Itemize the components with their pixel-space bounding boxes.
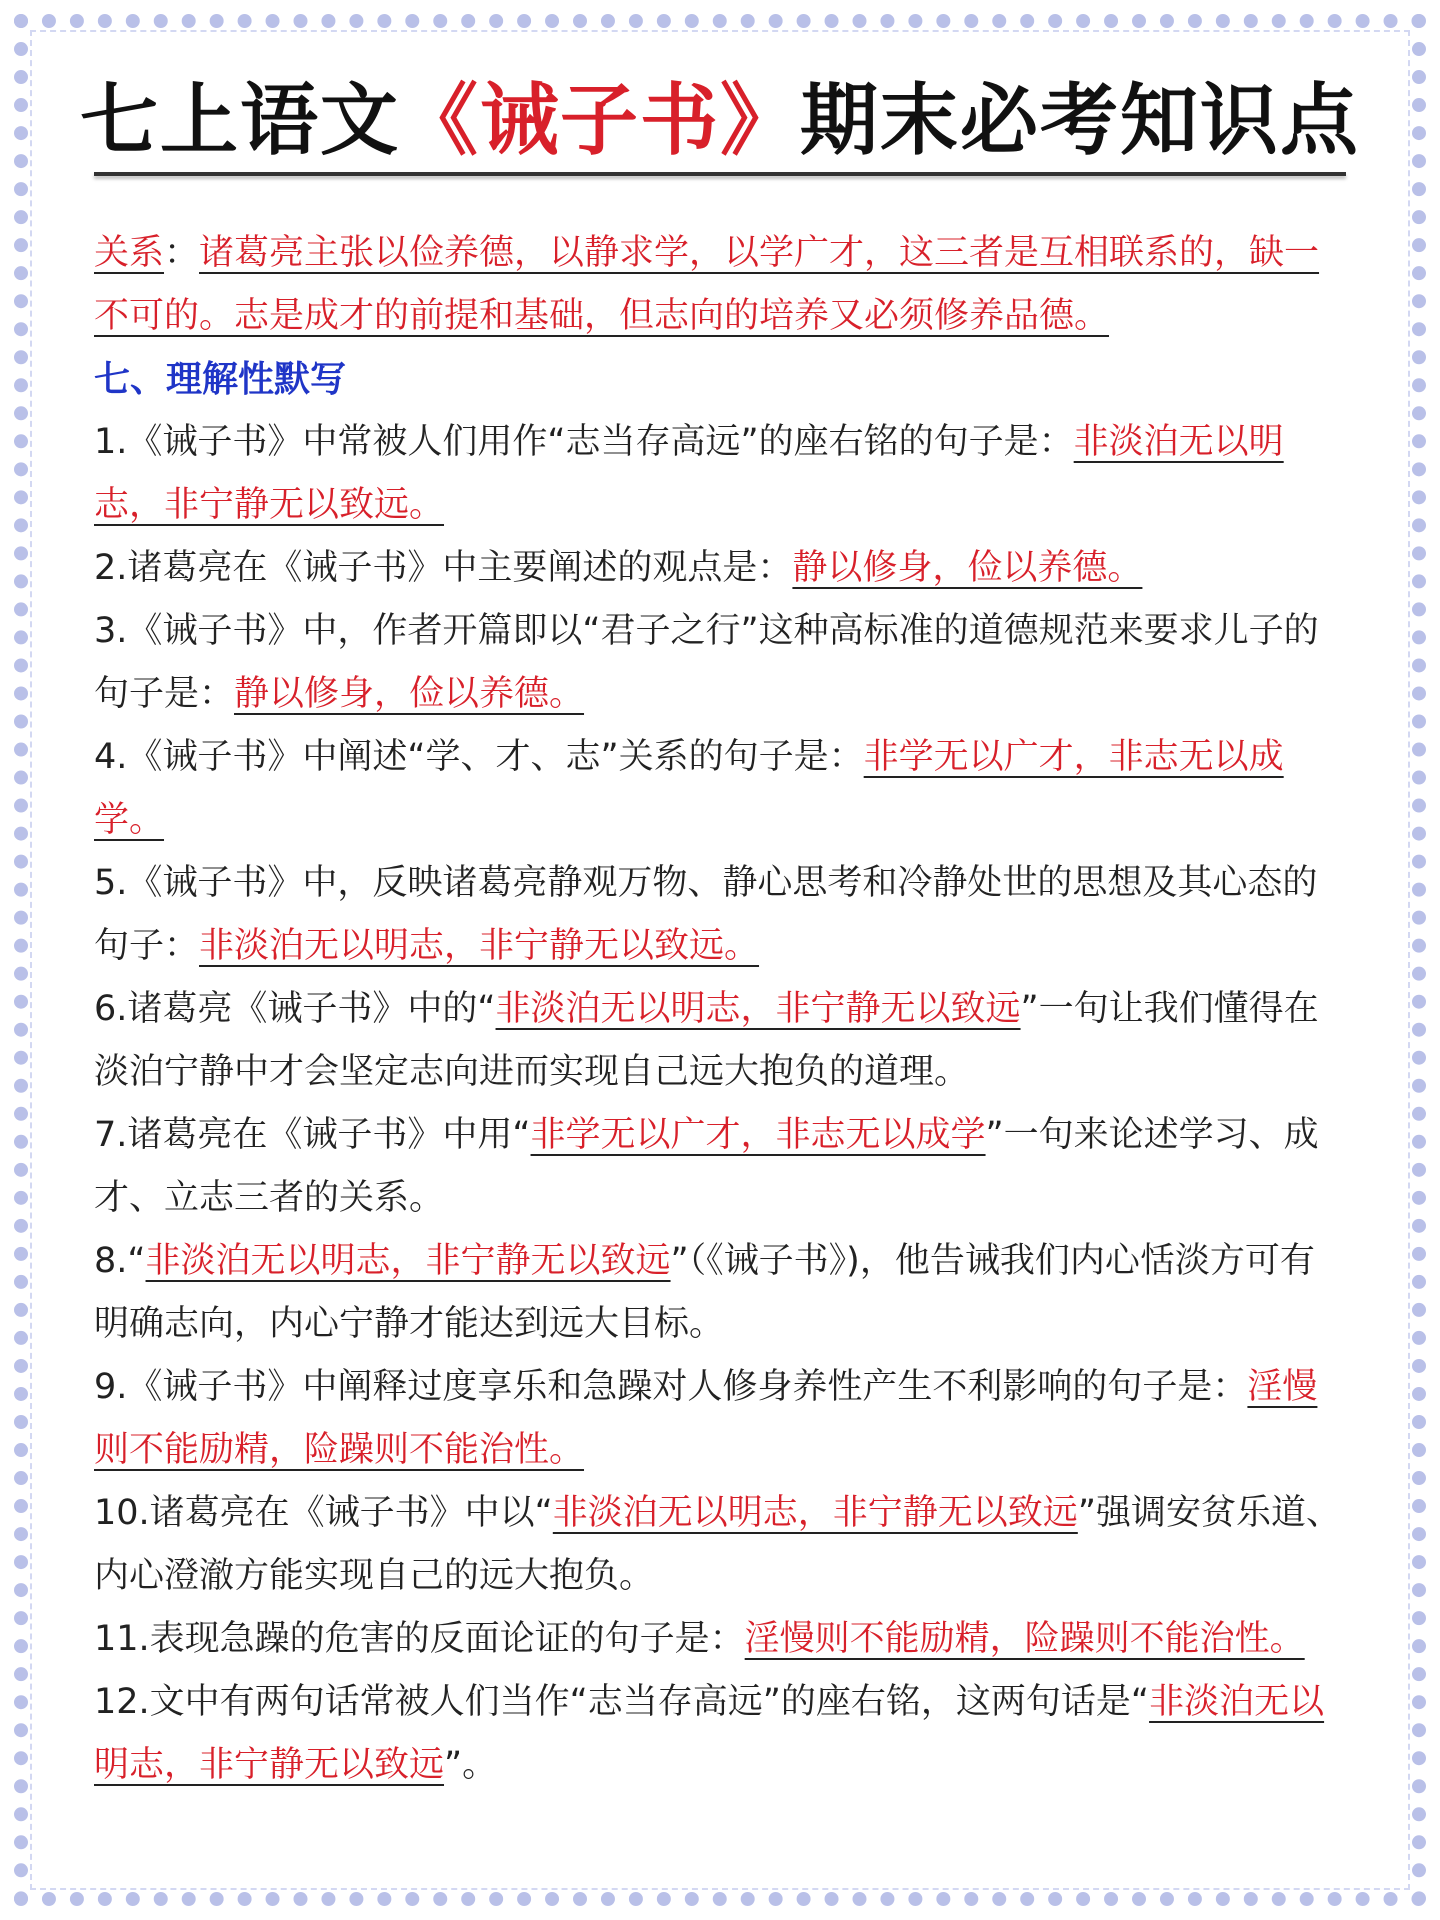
item-question: 8.“ (94, 1241, 146, 1281)
item-question: 3.《诫子书》中，作者开篇即以“君子之行”这种高标准的道德规范来要求儿子的句子是： (94, 611, 1319, 714)
item-answer: 淫慢则不能励精，险躁则不能治性。 (94, 1367, 1318, 1470)
list-item (94, 978, 1346, 1104)
item-question: 2.诸葛亮在《诫子书》中主要阐述的观点是： (94, 548, 793, 588)
section-heading: 七、理解性默写 (94, 359, 347, 400)
list-item (94, 600, 1346, 726)
item-answer: 静以修身，俭以养德。 (792, 548, 1143, 588)
item-answer: 非淡泊无以明志，非宁静无以致远 (145, 1241, 671, 1281)
item-question: 12.文中有两句话常被人们当作“志当存高远”的座右铭，这两句话是“ (94, 1682, 1150, 1722)
title-divider (94, 172, 1346, 176)
list-item (94, 1230, 1346, 1356)
title-prefix: 七上语文 (79, 75, 400, 166)
item-answer: 非淡泊无以明志，非宁静无以致远 (94, 1682, 1325, 1785)
item-answer: 非淡泊无以明志，非宁静无以致远 (552, 1493, 1078, 1533)
page-title (0, 58, 1440, 170)
item-tail: ”一句让我们懂得在淡泊宁静中才会坚定志向进而实现自己远大抱负的道理。 (94, 989, 1319, 1092)
item-answer: 静以修身，俭以养德。 (234, 674, 585, 714)
list-item (94, 1608, 1346, 1671)
item-answer: 非淡泊无以明志，非宁静无以致远。 (199, 926, 760, 966)
item-question: 7.诸葛亮在《诫子书》中用“ (94, 1115, 531, 1155)
relation-label: 关系 (94, 233, 165, 273)
item-answer: 非学无以广才，非志无以成学 (530, 1115, 986, 1155)
item-tail: ”。 (444, 1745, 498, 1785)
item-question: 9.《诫子书》中阐释过度享乐和急躁对人修身养性产生不利影响的句子是： (94, 1367, 1248, 1407)
item-question: 6.诸葛亮《诫子书》中的“ (94, 989, 496, 1029)
item-answer: 非淡泊无以明志，非宁静无以致远。 (94, 422, 1284, 525)
item-question: 10.诸葛亮在《诫子书》中以“ (94, 1493, 553, 1533)
list-item (94, 1482, 1346, 1608)
item-answer: 非淡泊无以明志，非宁静无以致远 (495, 989, 1021, 1029)
list-item (94, 1671, 1346, 1797)
list-item (94, 852, 1346, 978)
content-body (94, 222, 1346, 1797)
list-item (94, 411, 1346, 537)
item-tail: ”一句来论述学习、成才、立志三者的关系。 (94, 1115, 1319, 1218)
relation-paragraph (94, 222, 1346, 348)
item-question: 1.《诫子书》中常被人们用作“志当存高远”的座右铭的句子是： (94, 422, 1074, 462)
item-question: 5.《诫子书》中，反映诸葛亮静观万物、静心思考和冷静处世的思想及其心态的句子： (94, 863, 1318, 966)
list-item (94, 726, 1346, 852)
item-tail: ”强调安贫乐道、内心澄澈方能实现自己的远大抱负。 (94, 1493, 1341, 1596)
title-suffix: 期末必考知识点 (800, 75, 1361, 166)
title-highlight: 《诫子书》 (399, 75, 800, 166)
list-item (94, 1104, 1346, 1230)
list-item (94, 537, 1346, 600)
item-answer: 非学无以广才，非志无以成学。 (94, 737, 1284, 840)
list-item (94, 1356, 1346, 1482)
relation-text: 诸葛亮主张以俭养德，以静求学，以学广才，这三者是互相联系的，缺一不可的。志是成才的前提和基础，但志向的培养又必须修养品德。 (94, 233, 1320, 336)
item-question: 4.《诫子书》中阐述“学、才、志”关系的句子是： (94, 737, 864, 777)
item-tail: ”（《诫子书》)，他告诫我们内心恬淡方可有明确志向，内心宁静才能达到远大目标。 (94, 1241, 1315, 1344)
item-question: 11.表现急躁的危害的反面论证的句子是： (94, 1619, 745, 1659)
item-answer: 淫慢则不能励精，险躁则不能治性。 (744, 1619, 1305, 1659)
relation-colon: ： (164, 233, 200, 273)
